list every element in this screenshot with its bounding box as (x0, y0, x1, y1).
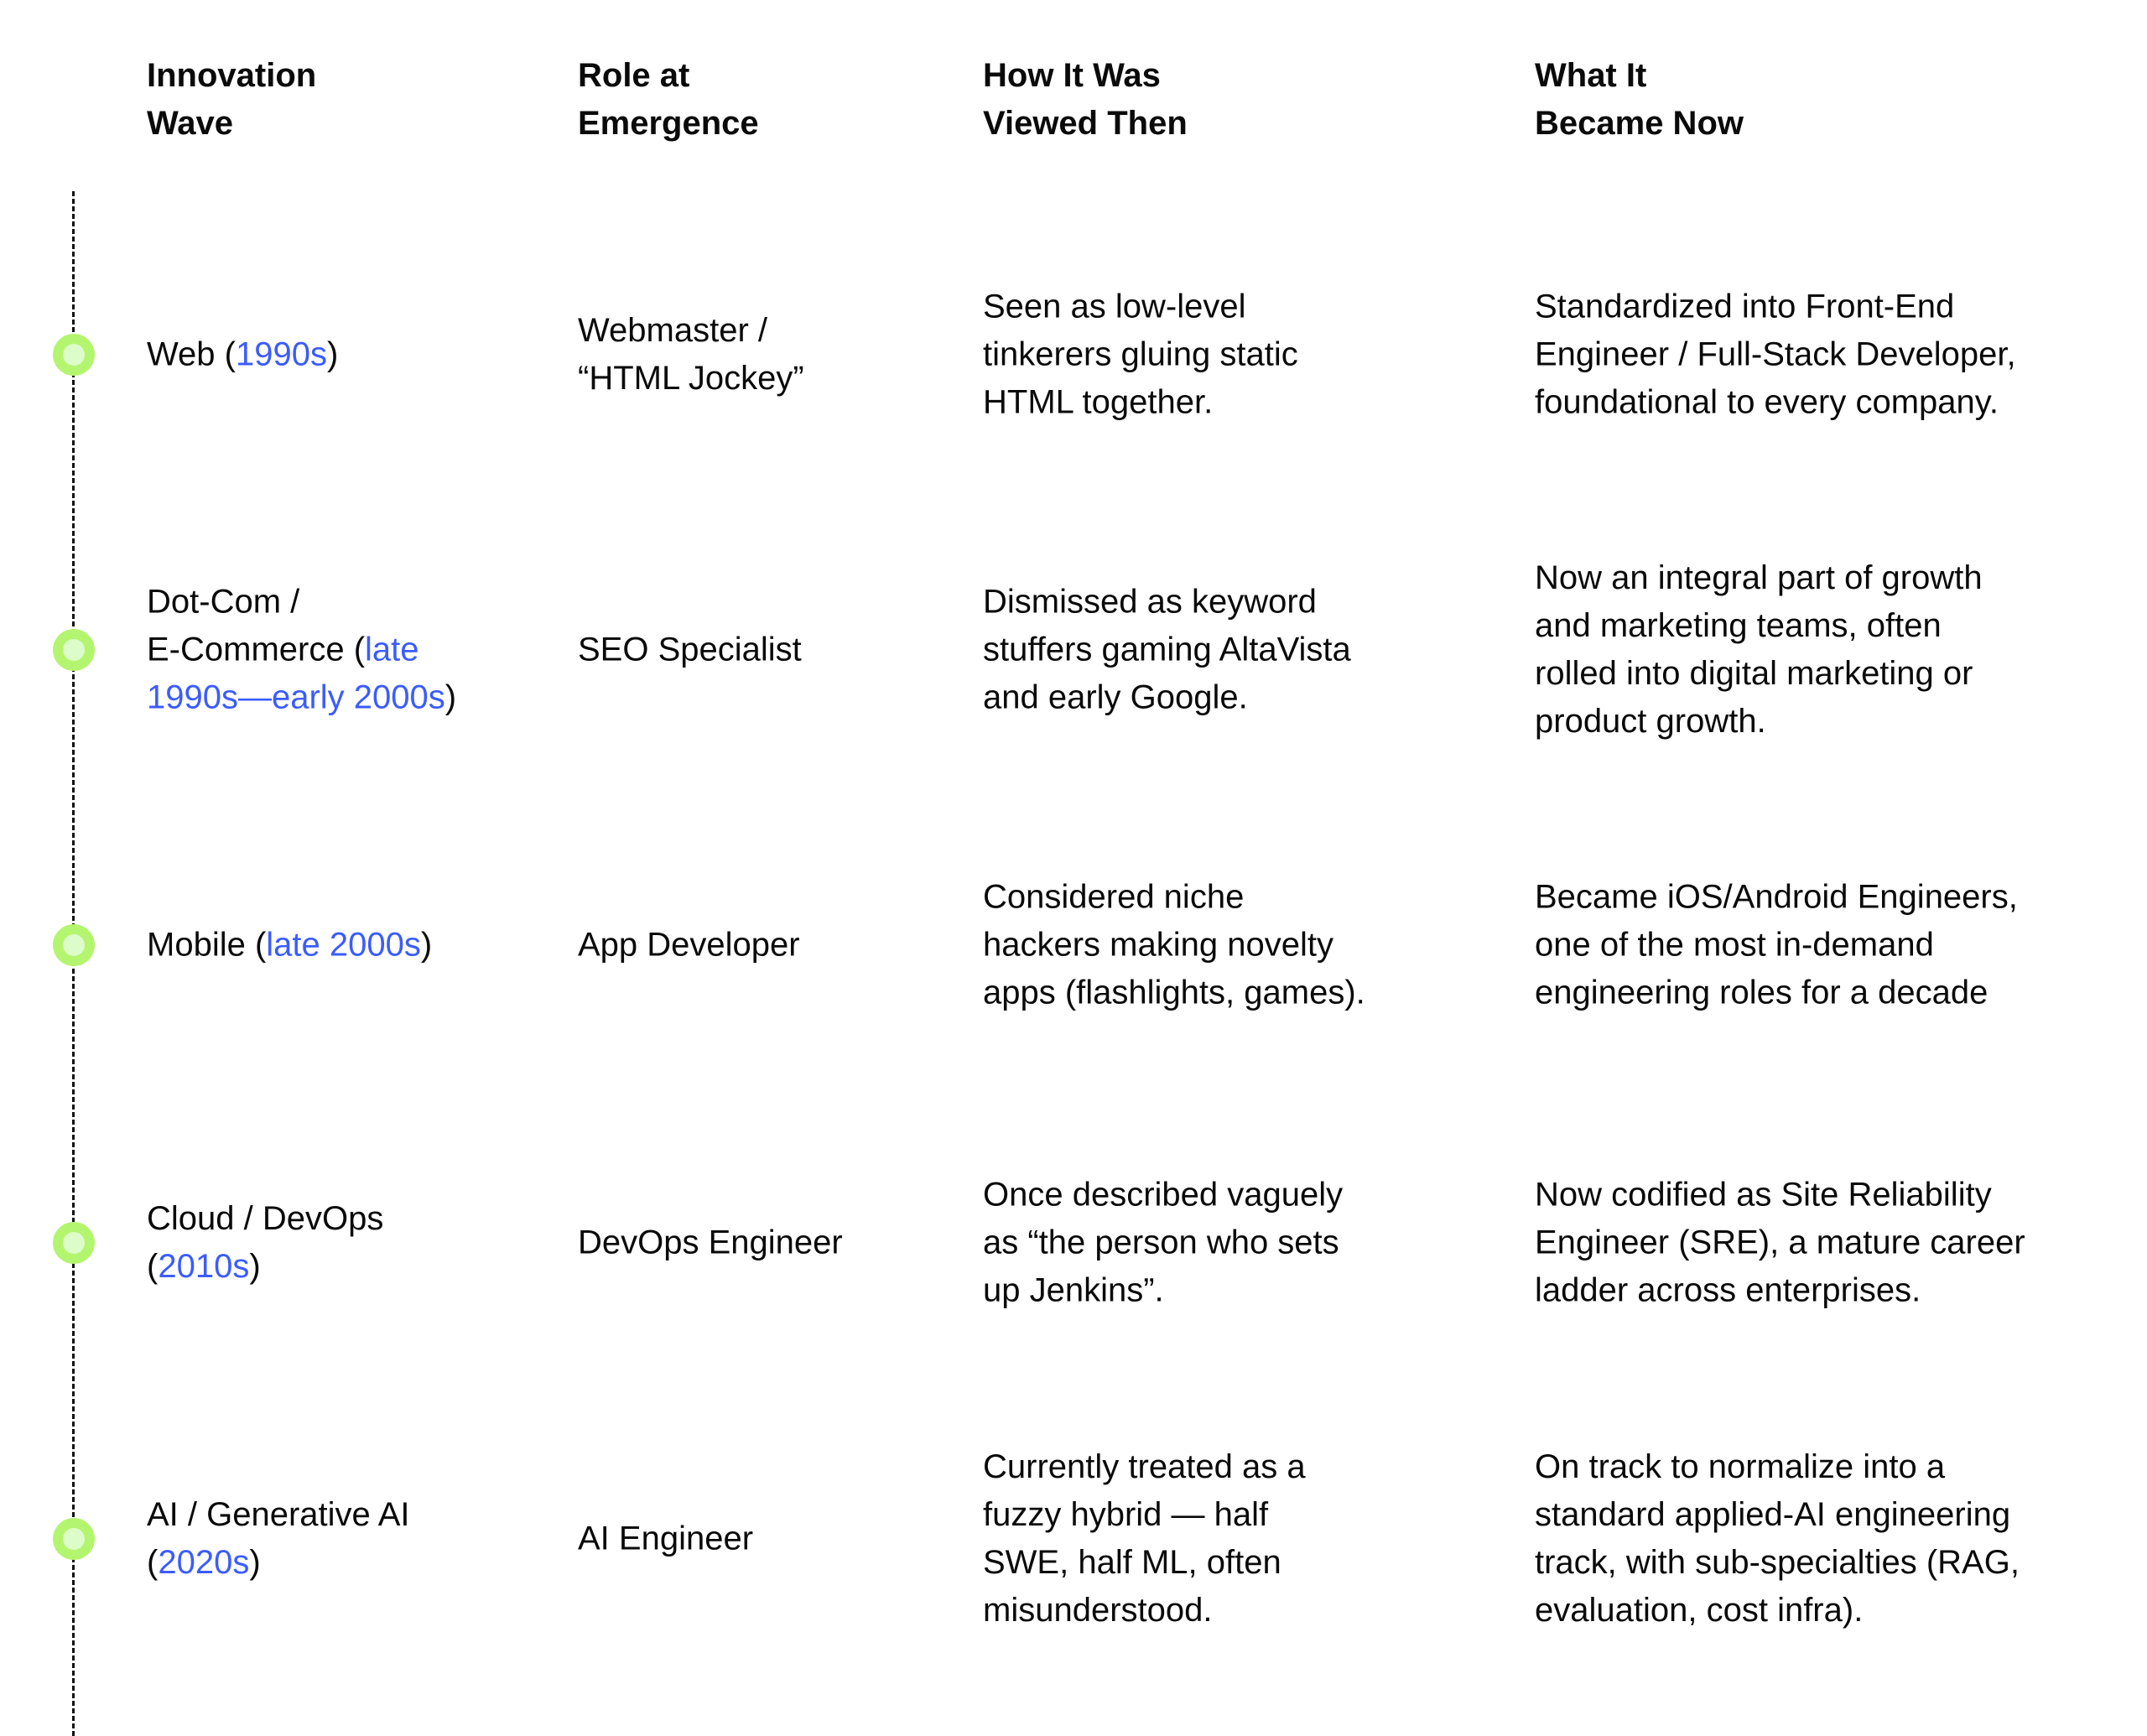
cell-role (578, 922, 800, 969)
header-line: Innovation (147, 57, 317, 94)
wave-line (147, 1491, 410, 1539)
header-line: Role at (578, 57, 690, 94)
text-line: Webmaster / (578, 312, 767, 349)
cell-innovation-wave (147, 1491, 410, 1587)
header-line: Viewed Then (983, 105, 1188, 142)
header-line: How It Was (983, 57, 1161, 94)
cell-became-now (1535, 1172, 2025, 1315)
text-line: evaluation, cost infra). (1535, 1592, 1864, 1629)
text-line: product growth. (1535, 703, 1766, 740)
text-line: Now codified as Site Reliability (1535, 1176, 1992, 1214)
cell-innovation-wave (147, 1195, 383, 1291)
cell-viewed-then (983, 1172, 1343, 1315)
text-line: App Developer (578, 926, 800, 964)
wave-line (147, 626, 456, 674)
wave-line (147, 331, 338, 379)
text-line: fuzzy hybrid — half (983, 1496, 1269, 1533)
text-line: Seen as low-level (983, 288, 1246, 325)
text-line: one of the most in-demand (1535, 926, 1934, 964)
header-line: Became Now (1535, 105, 1744, 142)
text-line: as “the person who sets (983, 1224, 1339, 1261)
text-line: Now an integral part of growth (1535, 559, 1983, 596)
wave-text: AI / Generative AI (147, 1496, 410, 1533)
wave-period: late 2000s (266, 926, 421, 964)
cell-innovation-wave (147, 922, 432, 969)
text-line: DevOps Engineer (578, 1224, 843, 1261)
cell-viewed-then (983, 874, 1365, 1017)
header-line: Emergence (578, 105, 759, 142)
text-line: Once described vaguely (983, 1176, 1344, 1214)
wave-text: E-Commerce ( (147, 631, 366, 668)
text-line: apps (flashlights, games). (983, 974, 1365, 1011)
timeline-dot-icon (53, 1518, 95, 1560)
wave-text: ) (249, 1248, 261, 1285)
text-line: ladder across enterprises. (1535, 1271, 1921, 1309)
text-line: track, with sub-specialties (RAG, (1535, 1544, 2020, 1581)
wave-period: 2010s (158, 1248, 250, 1285)
wave-line (147, 1243, 383, 1291)
text-line: and early Google. (983, 678, 1248, 716)
wave-period: 2020s (158, 1544, 250, 1581)
text-line: Became iOS/Android Engineers, (1535, 878, 2018, 916)
wave-text: ( (147, 1544, 159, 1581)
wave-line (147, 579, 456, 626)
text-line: hackers making novelty (983, 926, 1333, 964)
cell-role (578, 1515, 753, 1563)
timeline-dot-icon (53, 629, 95, 671)
text-line: rolled into digital marketing or (1535, 655, 1973, 692)
wave-text: Cloud / DevOps (147, 1200, 384, 1237)
wave-text: Dot-Com / (147, 583, 300, 621)
text-line: SWE, half ML, often (983, 1544, 1281, 1581)
text-line: up Jenkins”. (983, 1271, 1164, 1309)
wave-line (147, 1539, 410, 1587)
text-line: foundational to every company. (1535, 383, 1999, 421)
wave-period: 1990s (235, 335, 327, 373)
cell-became-now (1535, 554, 1983, 746)
text-line: stuffers gaming AltaVista (983, 631, 1351, 668)
wave-line (147, 922, 432, 969)
text-line: tinkerers gluing static (983, 335, 1298, 373)
text-line: engineering roles for a decade (1535, 974, 1988, 1011)
wave-period: 1990s—early 2000s (147, 678, 445, 716)
timeline-dot-icon (53, 334, 95, 376)
cell-viewed-then (983, 283, 1298, 427)
cell-innovation-wave (147, 579, 456, 722)
cell-role (578, 626, 802, 674)
wave-text: ) (326, 335, 339, 373)
text-line: Considered niche (983, 878, 1245, 916)
header-what-became-now (1535, 52, 1744, 148)
cell-innovation-wave (147, 331, 338, 379)
cell-became-now (1535, 874, 2018, 1017)
text-line: AI Engineer (578, 1520, 754, 1557)
text-line: Standardized into Front-End (1535, 288, 1955, 325)
wave-text: ) (420, 926, 433, 964)
text-line: “HTML Jockey” (578, 360, 804, 397)
text-line: Dismissed as keyword (983, 583, 1317, 621)
text-line: misunderstood. (983, 1592, 1213, 1629)
cell-role (578, 1219, 843, 1267)
header-innovation-wave (147, 52, 316, 148)
wave-text: Web ( (147, 335, 236, 373)
wave-text: Mobile ( (147, 926, 267, 964)
text-line: SEO Specialist (578, 631, 802, 668)
cell-role (578, 307, 804, 403)
wave-text: ) (249, 1544, 261, 1581)
wave-line (147, 1195, 383, 1243)
text-line: and marketing teams, often (1535, 607, 1942, 644)
header-role-at-emergence (578, 52, 759, 148)
cell-viewed-then (983, 1443, 1306, 1635)
timeline-dot-icon (53, 1222, 95, 1264)
header-how-viewed-then (983, 52, 1188, 148)
text-line: standard applied-AI engineering (1535, 1496, 2011, 1533)
text-line: Engineer / Full-Stack Developer, (1535, 335, 2016, 373)
text-line: Currently treated as a (983, 1448, 1306, 1485)
cell-became-now (1535, 283, 2016, 427)
wave-line (147, 674, 456, 722)
text-line: Engineer (SRE), a mature career (1535, 1224, 2025, 1261)
wave-period: late (365, 631, 419, 668)
header-line: What It (1535, 57, 1647, 94)
cell-viewed-then (983, 579, 1351, 722)
text-line: On track to normalize into a (1535, 1448, 1946, 1485)
timeline-dot-icon (53, 924, 95, 966)
cell-became-now (1535, 1443, 2020, 1635)
header-line: Wave (147, 105, 234, 142)
wave-text: ) (444, 678, 457, 716)
wave-text: ( (147, 1248, 159, 1285)
text-line: HTML together. (983, 383, 1214, 421)
